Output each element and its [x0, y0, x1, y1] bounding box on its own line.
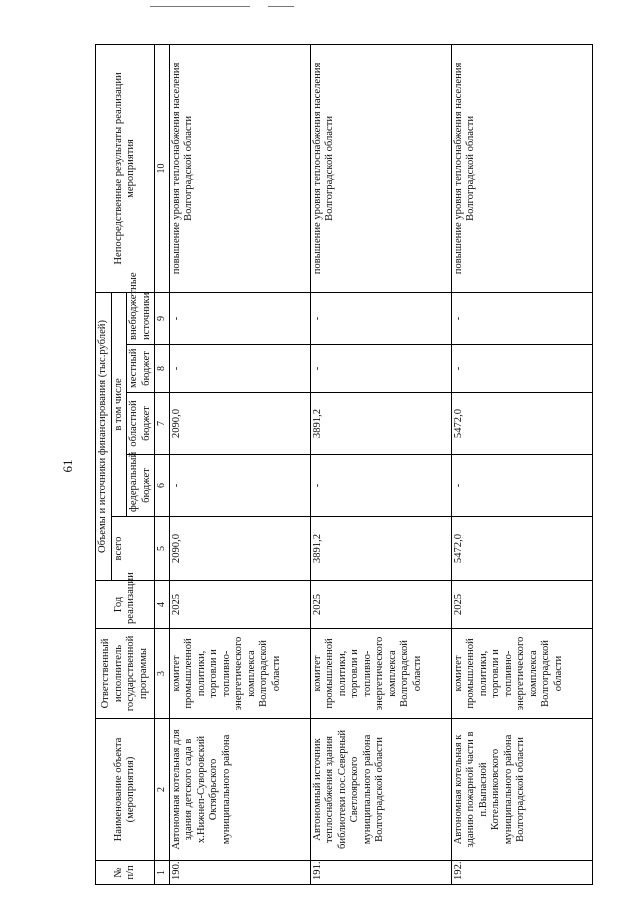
amount-regional: 3891,2: [310, 393, 451, 455]
col-index: 7: [155, 393, 170, 455]
amount-regional: 5472,0: [451, 393, 592, 455]
header-incl: в том числе: [111, 292, 127, 516]
year: 2025: [451, 581, 592, 629]
amount-local: -: [310, 345, 451, 393]
header-offbudget: внебюджетные источники: [127, 292, 155, 344]
col-index: 1: [155, 861, 170, 885]
header-funding: Объемы и источники финансирования (тыс.рублей): [96, 292, 112, 580]
page-number: 61: [60, 459, 75, 473]
executor: комитет промышленной политики, торговли и топливно-энергетического комплекса Волгоградской области: [451, 629, 592, 719]
scan-edge-mark-right: [268, 6, 294, 7]
funding-table: [95, 44, 593, 885]
amount-local: -: [169, 345, 310, 393]
amount-federal: -: [451, 455, 592, 517]
header-year: Год реализации: [96, 581, 155, 629]
amount-federal: -: [310, 455, 451, 517]
header-result: Непосредственные результаты реализации мероприятия: [96, 44, 155, 292]
amount-total: 3891,2: [310, 517, 451, 581]
result: повышение уровня теплоснабжения населения Волгоградской области: [451, 44, 592, 292]
amount-local: -: [451, 345, 592, 393]
row-num: 191.: [310, 861, 451, 885]
table-row: [169, 44, 310, 884]
amount-regional: 2090,0: [169, 393, 310, 455]
object-name: Автономная котельная для здания детского сада в х.Нижнеп-Суворовский Октябрьского муниципального района: [169, 719, 310, 861]
amount-offbudget: -: [169, 292, 310, 344]
amount-offbudget: -: [451, 292, 592, 344]
header-regional: областной бюджет: [127, 393, 155, 455]
row-num: 192.: [451, 861, 592, 885]
executor: комитет промышленной политики, торговли и топливно-энергетического комплекса Волгоградской области: [169, 629, 310, 719]
header-total: всего: [111, 517, 155, 581]
year: 2025: [310, 581, 451, 629]
object-name: Автономный источник теплоснабжения здания библиотеки пос.Северный Светлоярского муниципального района Волгоградской области: [310, 719, 451, 861]
col-index: 4: [155, 581, 170, 629]
result: повышение уровня теплоснабжения населения Волгоградской области: [169, 44, 310, 292]
rotated-page-content: [95, 25, 615, 885]
col-index: 6: [155, 455, 170, 517]
col-index: 8: [155, 345, 170, 393]
amount-offbudget: -: [310, 292, 451, 344]
header-name: Наименование объекта (мероприятия): [96, 719, 155, 861]
col-index: 5: [155, 517, 170, 581]
row-num: 190.: [169, 861, 310, 885]
header-executor: Ответственный исполнитель государственной программы: [96, 629, 155, 719]
column-index-row: [155, 44, 170, 884]
header-federal: федеральный бюджет: [127, 455, 155, 517]
year: 2025: [169, 581, 310, 629]
header-num: № п/п: [96, 861, 155, 885]
object-name: Автономная котельная к зданию пожарной части в п.Выпасной Котельниковского муниципального района Волгоградской области: [451, 719, 592, 861]
col-index: 2: [155, 719, 170, 861]
header-row-1: [96, 44, 112, 884]
result: повышение уровня теплоснабжения населения Волгоградской области: [310, 44, 451, 292]
amount-total: 2090,0: [169, 517, 310, 581]
table-row: [451, 44, 592, 884]
scan-edge-mark-left: [150, 6, 250, 7]
header-local: местный бюджет: [127, 345, 155, 393]
amount-total: 5472,0: [451, 517, 592, 581]
table-row: [310, 44, 451, 884]
executor: комитет промышленной политики, торговли и топливно-энергетического комплекса Волгоградской области: [310, 629, 451, 719]
amount-federal: -: [169, 455, 310, 517]
col-index: 10: [155, 44, 170, 292]
col-index: 9: [155, 292, 170, 344]
col-index: 3: [155, 629, 170, 719]
